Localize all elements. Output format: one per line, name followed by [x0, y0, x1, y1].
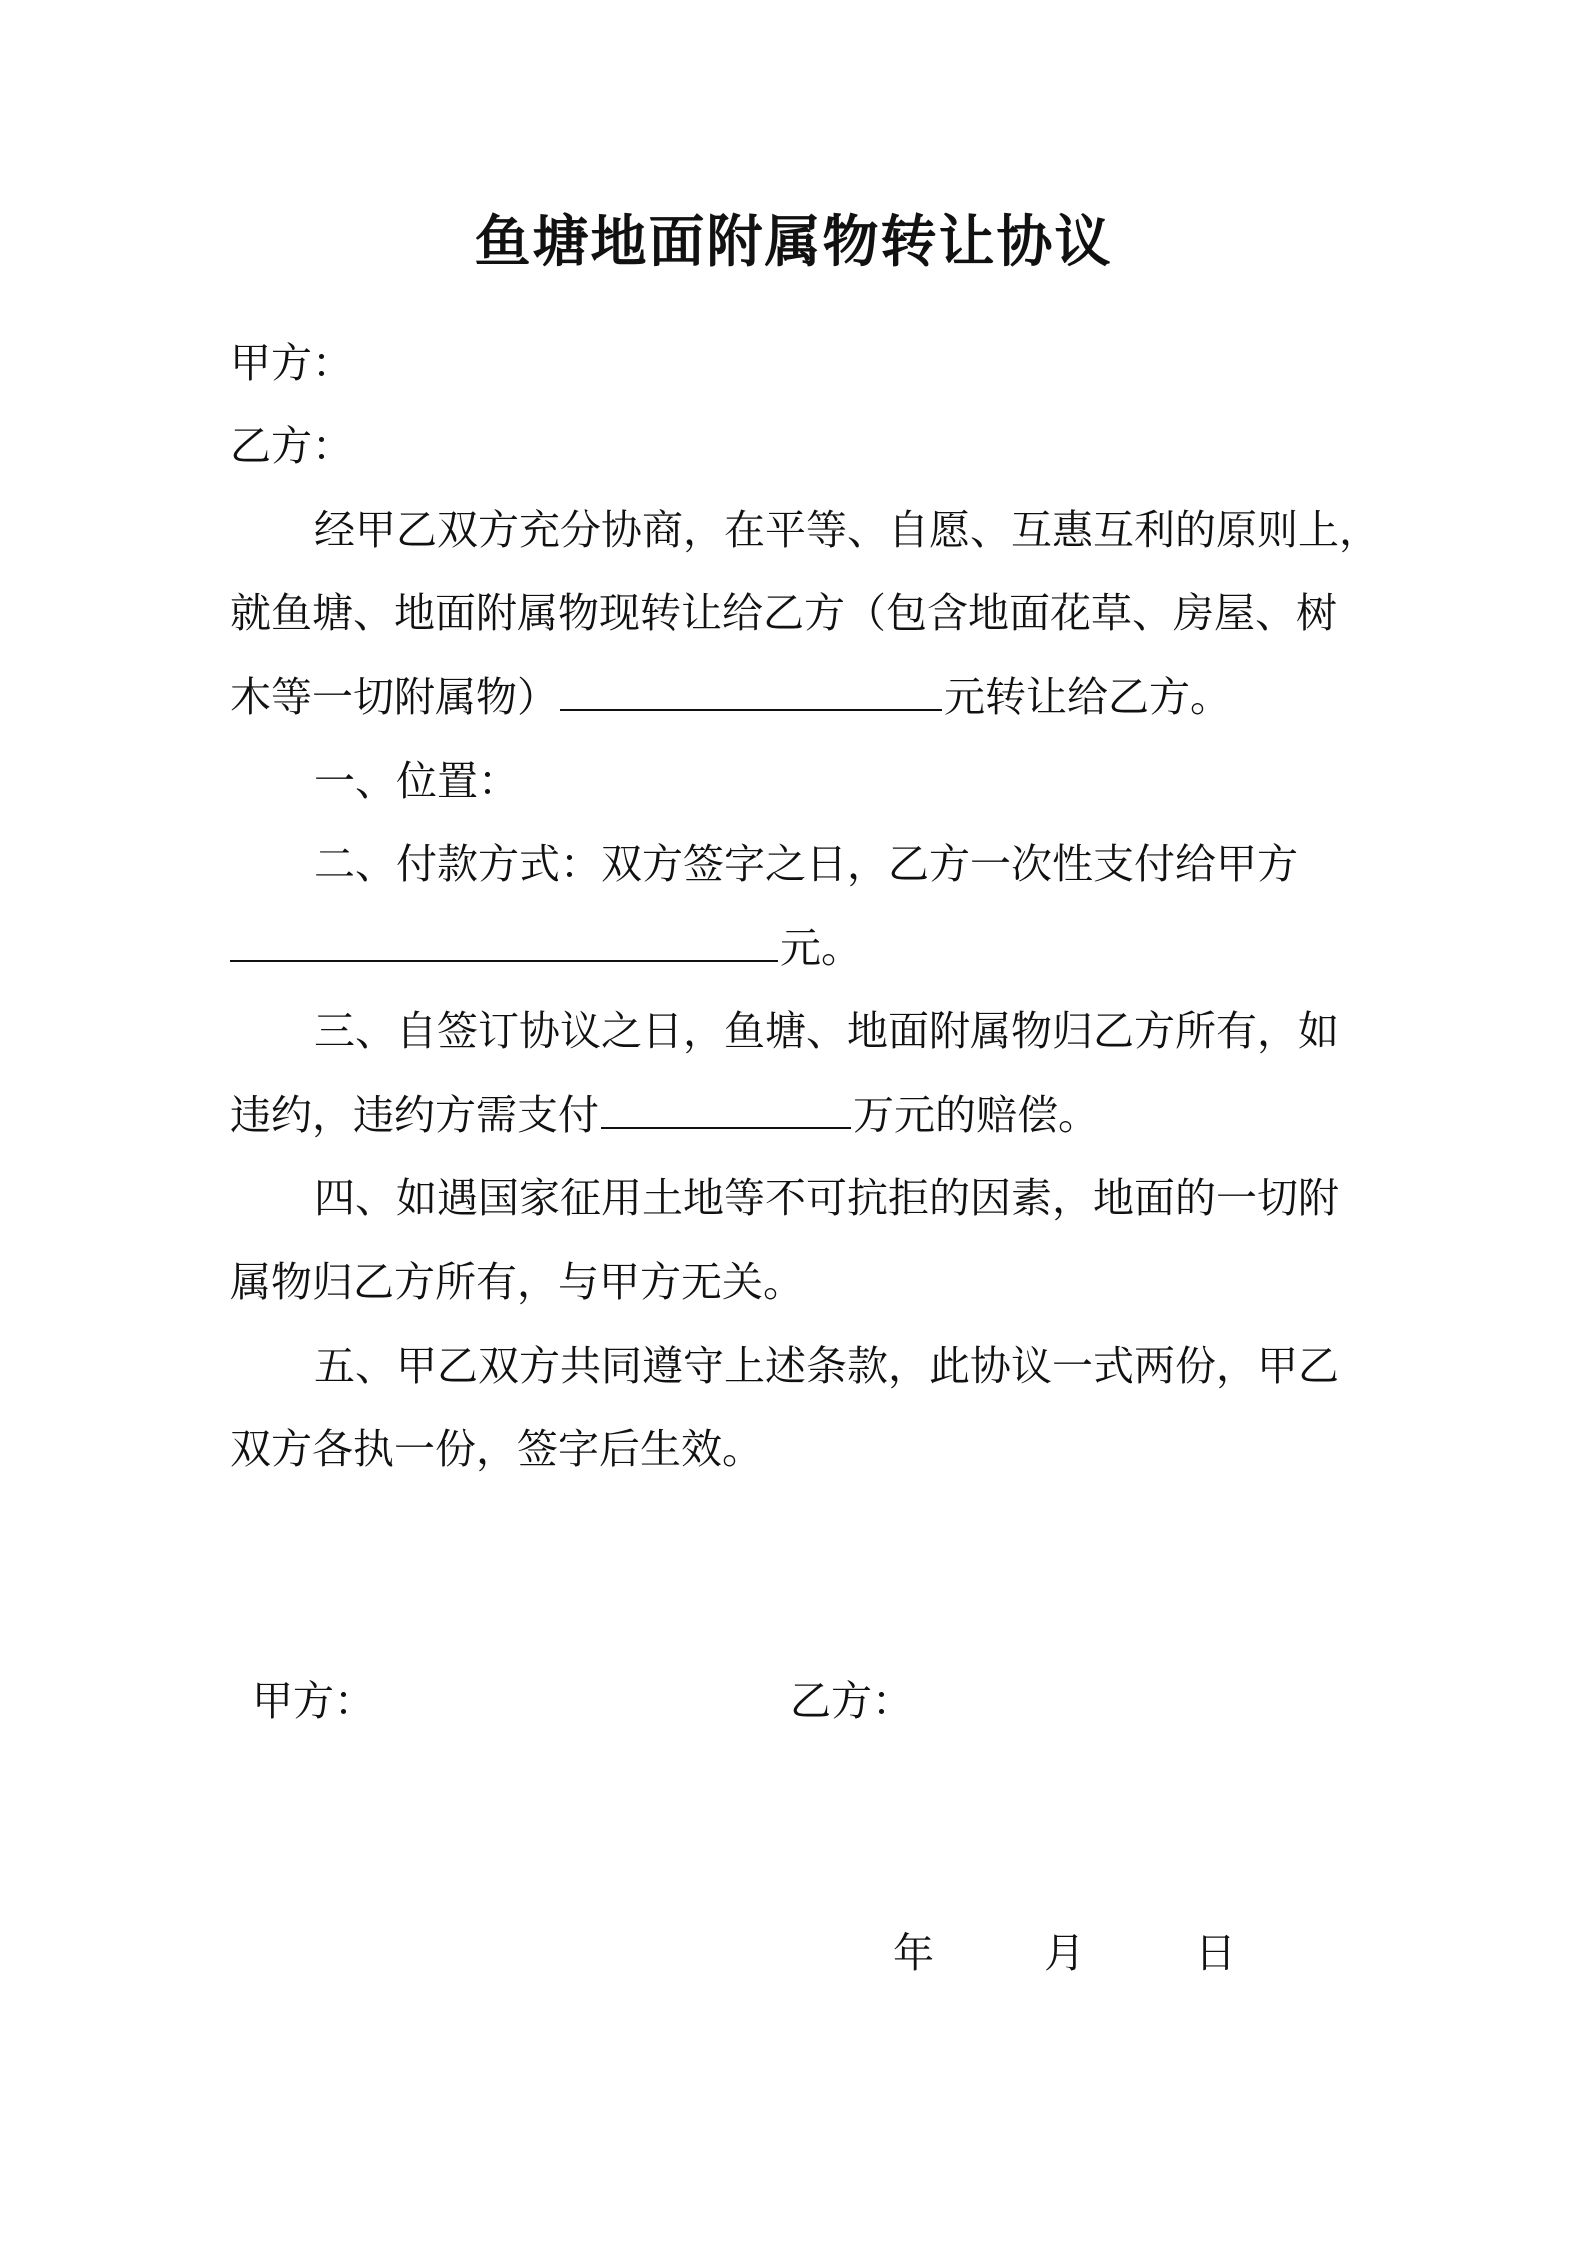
penalty-amount-blank [601, 1087, 851, 1129]
intro-line-3-prefix: 木等一切附属物） [230, 673, 558, 721]
date-month-label: 月 [1044, 1929, 1085, 1977]
clause-payment-line-2 [230, 920, 862, 976]
clause-force-majeure-line-1: 四、如遇国家征用土地等不可抗拒的因素，地面的一切附 [314, 1174, 1339, 1222]
clause-ownership-line-1: 三、自签订协议之日，鱼塘、地面附属物归乙方所有，如 [314, 1007, 1339, 1055]
intro-line-1: 经甲乙双方充分协商，在平等、自愿、互惠互利的原则上， [314, 506, 1380, 554]
clause-location: 一、位置： [314, 757, 519, 805]
clause-ownership-line-2 [230, 1087, 1099, 1143]
payment-amount-blank [230, 920, 778, 962]
transfer-amount-blank [560, 669, 942, 711]
clause-copies-line-2: 双方各执一份，签字后生效。 [230, 1425, 763, 1473]
date-year-label: 年 [893, 1929, 934, 1977]
clause-copies-line-1: 五、甲乙双方共同遵守上述条款，此协议一式两份，甲乙 [314, 1342, 1339, 1390]
signature-party-a-label: 甲方： [252, 1677, 375, 1725]
clause-payment-line-1: 二、付款方式：双方签字之日，乙方一次性支付给甲方 [314, 840, 1298, 888]
intro-line-3 [230, 669, 1231, 725]
intro-line-2: 就鱼塘、地面附属物现转让给乙方（包含地面花草、房屋、树 [230, 589, 1337, 637]
clause-force-majeure-line-2: 属物归乙方所有，与甲方无关。 [230, 1258, 804, 1306]
date-day-label: 日 [1195, 1929, 1236, 1977]
party-a-label: 甲方： [230, 339, 353, 387]
party-b-label: 乙方： [230, 422, 353, 470]
intro-line-3-suffix: 元转让给乙方。 [944, 673, 1231, 721]
clause-ownership-prefix: 违约，违约方需支付 [230, 1091, 599, 1139]
document-title: 鱼塘地面附属物转让协议 [474, 209, 1113, 275]
clause-payment-suffix: 元。 [780, 924, 862, 972]
signature-party-b-label: 乙方： [790, 1677, 913, 1725]
clause-ownership-suffix: 万元的赔偿。 [853, 1091, 1099, 1139]
